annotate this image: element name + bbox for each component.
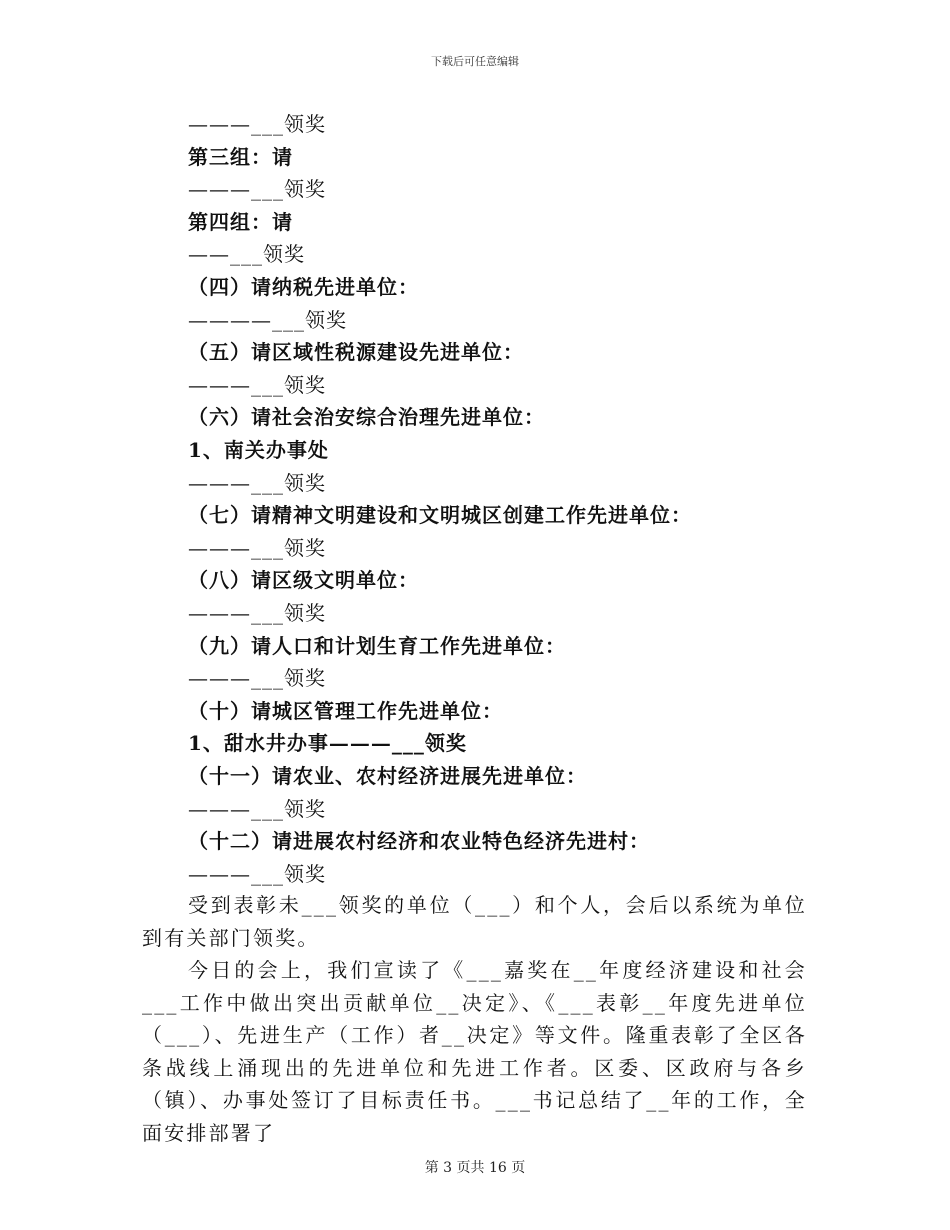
award-claim-line: ———___领奖 xyxy=(188,601,326,625)
award-heading-line: 第四组：请 xyxy=(188,209,293,234)
award-heading-line: 1、南关办事处 xyxy=(188,438,329,462)
page-header: 下载后可任意编辑 xyxy=(431,55,519,68)
paragraph-meeting-summary: 今日的会上，我们宣读了《___嘉奖在__年度经济建设和社会___工作中做出突出贡献单位__决定》、《___表彰__年度先进单位（___）、先进生产（工作）者__决定》等文件。隆重表彰了全区各条战线上涌现出的先进单位和先进工作者。区委、区政府与各乡（镇）、办事处签订了目标责任书。___书记总结了__年的工作，全面安排部署了 xyxy=(142,958,807,1145)
award-claim-line: ——___领奖 xyxy=(188,242,305,267)
page-footer: 第 3 页共 16 页 xyxy=(424,1160,526,1176)
award-claim-line: ———___领奖 xyxy=(188,535,326,560)
award-heading-line: （七）请精神文明建设和文明城区创建工作先进单位： xyxy=(188,503,692,528)
award-heading-line: 第三组：请 xyxy=(188,144,293,169)
award-heading-line: （十二）请进展农村经济和农业特色经济先进村： xyxy=(188,829,650,854)
award-heading-line: （四）请纳税先进单位： xyxy=(188,275,419,299)
award-heading-line: 1、甜水井办事———___领奖 xyxy=(188,731,467,756)
award-heading-line: （六）请社会治安综合治理先进单位： xyxy=(188,405,545,430)
award-heading-line: （五）请区域性税源建设先进单位： xyxy=(188,340,524,365)
paragraph-unclaimed-awards: 受到表彰未___领奖的单位（___）和个人，会后以系统为单位到有关部门领奖。 xyxy=(142,893,807,950)
award-claim-line: ———___领奖 xyxy=(188,112,326,136)
award-heading-line: （十一）请农业、农村经济进展先进单位： xyxy=(188,764,587,788)
award-claim-line: ———___领奖 xyxy=(188,666,326,691)
award-claim-line: ———___领奖 xyxy=(188,177,326,202)
award-claim-line: ———___领奖 xyxy=(188,861,326,886)
award-heading-line: （八）请区级文明单位： xyxy=(188,568,419,593)
award-claim-line: ————___领奖 xyxy=(188,307,347,332)
award-claim-line: ———___领奖 xyxy=(188,372,326,397)
award-heading-line: （十）请城区管理工作先进单位： xyxy=(188,698,503,723)
award-heading-line: （九）请人口和计划生育工作先进单位： xyxy=(188,633,566,658)
award-claim-line: ———___领奖 xyxy=(188,796,326,821)
award-claim-line: ———___领奖 xyxy=(188,470,326,495)
